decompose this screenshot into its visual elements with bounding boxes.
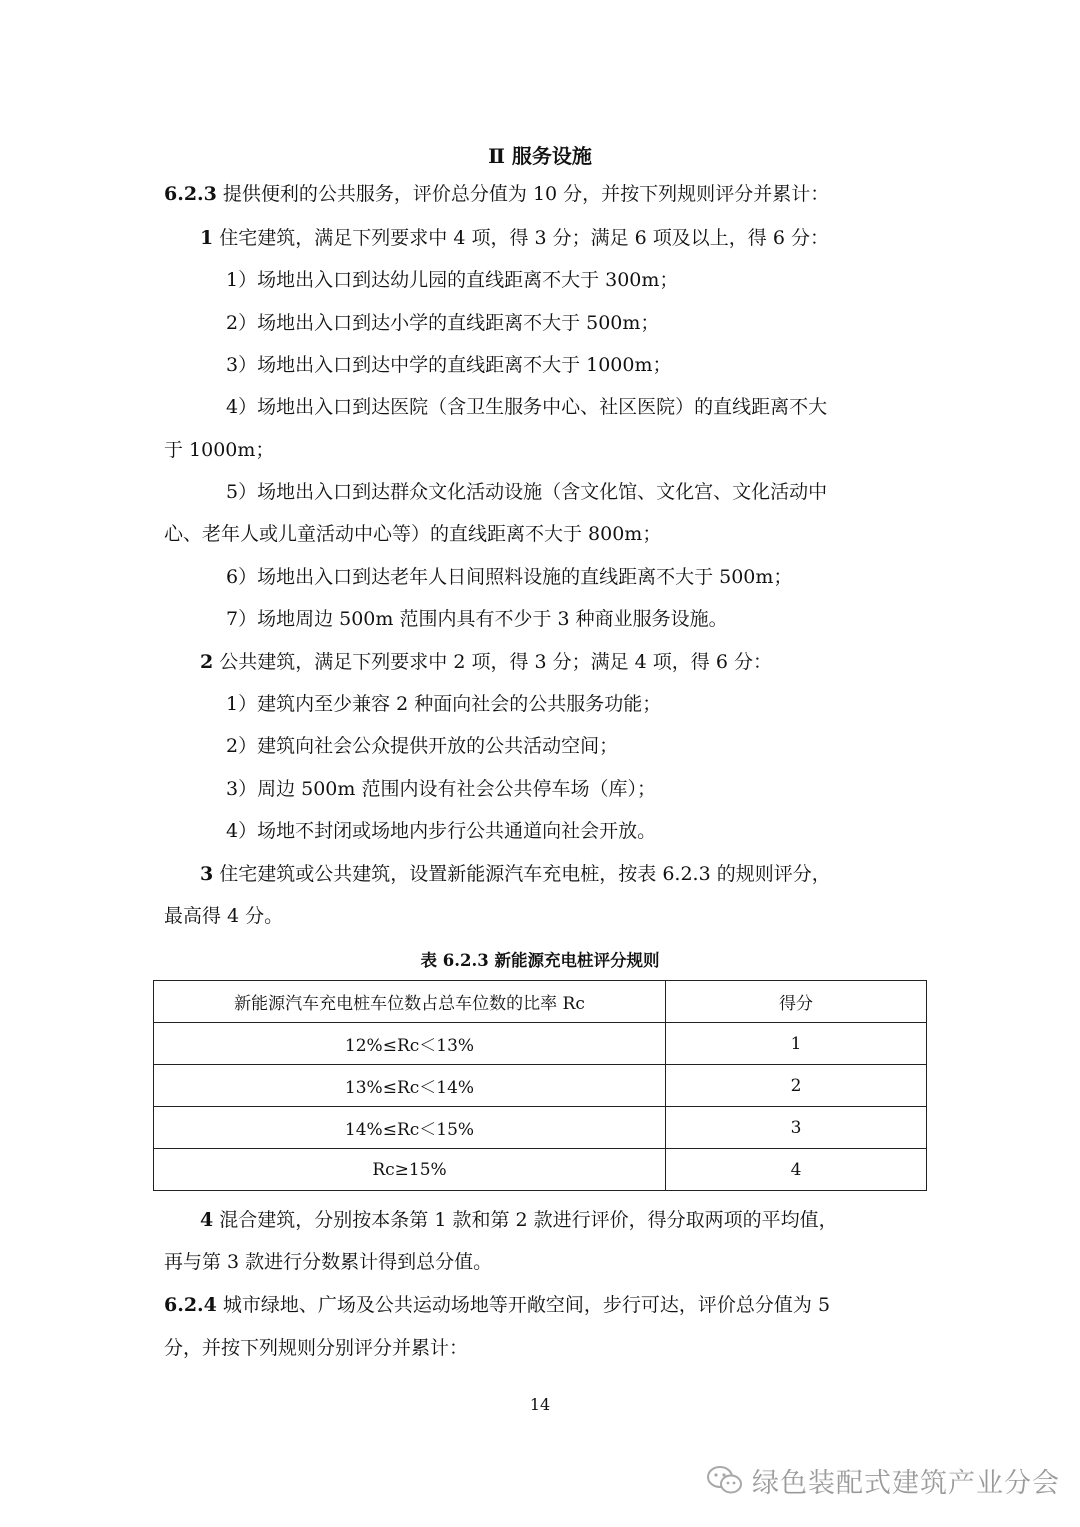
clause-number: 6.2.4 <box>164 1294 217 1316</box>
item-text: 住宅建筑，满足下列要求中 4 项，得 3 分；满足 6 项及以上，得 6 分： <box>213 227 829 249</box>
list-item: 5）场地出入口到达群众文化活动设施（含文化馆、文化宫、文化活动中 <box>226 481 828 503</box>
item-1-heading <box>200 225 829 251</box>
table-cell-score: 2 <box>666 1065 927 1107</box>
watermark <box>706 1461 1060 1500</box>
clause-number: 6.2.3 <box>164 183 217 205</box>
list-item: 2）场地出入口到达小学的直线距离不大于 500m； <box>226 312 660 334</box>
item-2-heading <box>200 649 772 675</box>
item-number: 1 <box>200 227 214 249</box>
item-3-line-2: 最高得 4 分。 <box>164 905 284 927</box>
list-item: 6）场地出入口到达老年人日间照料设施的直线距离不大于 500m； <box>226 566 793 588</box>
item-text: 公共建筑，满足下列要求中 2 项，得 3 分；满足 4 项，得 6 分： <box>213 651 772 673</box>
list-item: 3）周边 500m 范围内设有社会公共停车场（库）； <box>226 778 656 800</box>
table-caption: 表 6.2.3 新能源充电桩评分规则 <box>420 951 660 970</box>
item-text: 混合建筑，分别按本条第 1 款和第 2 款进行评价，得分取两项的平均值， <box>213 1209 838 1231</box>
section-title: Ⅱ 服务设施 <box>488 144 592 168</box>
item-number: 3 <box>200 863 214 885</box>
list-item: 1）场地出入口到达幼儿园的直线距离不大于 300m； <box>226 269 679 291</box>
scoring-table <box>153 980 927 1191</box>
list-item: 2）建筑向社会公众提供开放的公共活动空间； <box>226 735 619 757</box>
table-cell-ratio: 12%≤Rc＜13% <box>154 1023 666 1065</box>
table-cell-score: 1 <box>666 1023 927 1065</box>
table-row <box>154 1107 927 1149</box>
list-item-continuation: 心、老年人或儿童活动中心等）的直线距离不大于 800m； <box>164 523 662 545</box>
item-number: 4 <box>200 1209 214 1231</box>
table-cell-score: 3 <box>666 1107 927 1149</box>
watermark-text: 绿色装配式建筑产业分会 <box>752 1468 1060 1499</box>
page-number: 14 <box>529 1395 551 1414</box>
item-number: 2 <box>200 651 214 673</box>
list-item: 7）场地周边 500m 范围内具有不少于 3 种商业服务设施。 <box>226 608 728 630</box>
item-3-line-1 <box>200 861 831 887</box>
table-cell-ratio: 13%≤Rc＜14% <box>154 1065 666 1107</box>
clause-6-2-3-intro <box>164 181 829 207</box>
table-header-row <box>154 981 927 1023</box>
list-item: 3）场地出入口到达中学的直线距离不大于 1000m； <box>226 354 672 376</box>
list-item-continuation: 于 1000m； <box>164 439 275 461</box>
clause-6-2-4-line-1 <box>164 1292 830 1318</box>
table-cell-ratio: Rc≥15% <box>154 1149 666 1191</box>
table-row <box>154 1023 927 1065</box>
item-4-line-1 <box>200 1207 838 1233</box>
table-header-cell: 得分 <box>666 981 927 1023</box>
clause-6-2-4-line-2: 分，并按下列规则分别评分并累计： <box>164 1337 469 1359</box>
list-item: 4）场地不封闭或场地内步行公共通道向社会开放。 <box>226 820 657 842</box>
clause-text: 提供便利的公共服务，评价总分值为 10 分，并按下列规则评分并累计： <box>216 183 830 205</box>
clause-text: 城市绿地、广场及公共运动场地等开敞空间，步行可达，评价总分值为 5 <box>216 1294 831 1316</box>
table-cell-score: 4 <box>666 1149 927 1191</box>
list-item: 1）建筑内至少兼容 2 种面向社会的公共服务功能； <box>226 693 662 715</box>
table-header-cell: 新能源汽车充电桩车位数占总车位数的比率 Rc <box>154 981 666 1023</box>
wechat-icon <box>706 1465 744 1497</box>
table-cell-ratio: 14%≤Rc＜15% <box>154 1107 666 1149</box>
item-text: 住宅建筑或公共建筑，设置新能源汽车充电桩，按表 6.2.3 的规则评分， <box>213 863 831 885</box>
item-4-line-2: 再与第 3 款进行分数累计得到总分值。 <box>164 1251 493 1273</box>
list-item: 4）场地出入口到达医院（含卫生服务中心、社区医院）的直线距离不大 <box>226 396 828 418</box>
table-row <box>154 1149 927 1191</box>
table-row <box>154 1065 927 1107</box>
